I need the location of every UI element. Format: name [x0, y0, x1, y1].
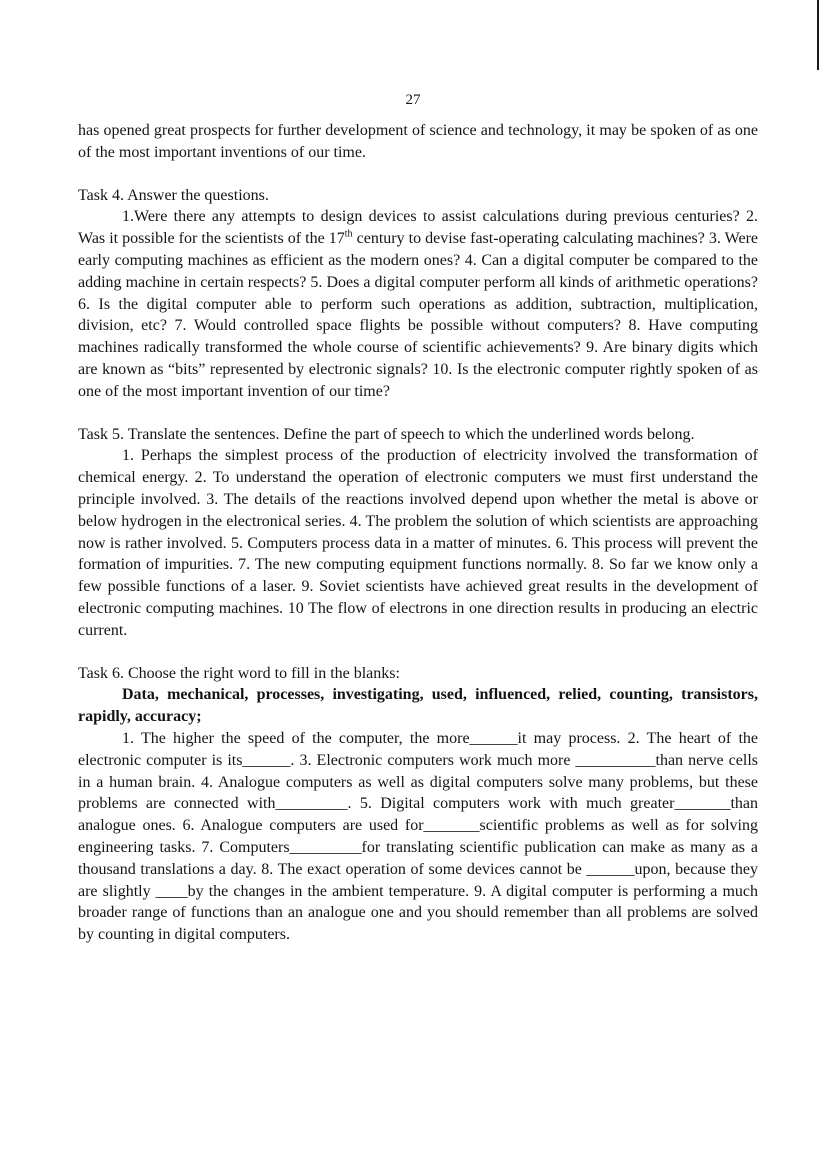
task4-questions-part2: century to devise fast-operating calculating machines? 3. Were early computing machines as efficient as the modern ones? 4. Can a digital computer be compared to the adding machine in certain respects? 5. Does a digital computer perform all kinds of arithmetic operations? 6. Is the digital computer able to perform such operations as addition, subtraction, multiplication, division, etc? 7. Would controlled space flights be possible without computers? 8. Have computing machines radically transformed the whole course of scientific achievements? 9. Are binary digits which are known as “bits” represented by electronic signals? 10. Is the electronic computer rightly spoken of as one of the most important invention of our time? [78, 230, 758, 400]
task4-questions [78, 206, 758, 402]
task4-superscript: th [344, 228, 353, 240]
page-number: 27 [405, 92, 421, 108]
task5-title: Task 5. Translate the sentences. Define the part of speech to which the underlined words belong. [78, 425, 695, 443]
task6-word-list: Data, mechanical, processes, investigating, used, influenced, relied, counting, transistors, rapidly, accuracy; [78, 686, 758, 726]
task5-sentences: 1. Perhaps the simplest process of the production of electricity involved the transformation of chemical energy. 2. To understand the operation of electronic computers we must first understand the principle involved. 3. The details of the reactions involved depend upon whether the metal is above or below hydrogen in the electronical series. 4. The problem the solution of which scientists are approaching now is rather involved. 5. Computers process data in a matter of minutes. 6. This process will prevent the formation of impurities. 7. The new computing equipment functions normally. 8. So far we know only a few possible functions of a laser. 9. Soviet scientists have achieved great results in the development of electronic computing machines. 10 The flow of electrons in one direction results in producing an electric current. [78, 447, 758, 639]
intro-paragraph: has opened great prospects for further development of science and technology, it may be spoken of as one of the most important inventions of our time. [78, 122, 758, 161]
task6-title: Task 6. Choose the right word to fill in the blanks: [78, 664, 400, 682]
task4-questions-part1: 1.Were there any attempts to design devices to assist calculations during previous centuries? 2. Was it possible for the scientists of the 17 [78, 208, 758, 248]
page-body [78, 120, 758, 946]
task6-exercise: 1. The higher the speed of the computer, the more______it may process. 2. The heart of the electronic computer is its______. 3. Electronic computers work much more __________than nerve cells in a human brain. 4. Analogue computers as well as digital computers solve many problems, but these problems are connected with_________. 5. Digital computers work with much greater_______than analogue ones. 6. Analogue computers are used for_______scientific problems as well as for solving engineering tasks. 7. Computers_________for translating scientific publication can make as many as a thousand translations a day. 8. The exact operation of some devices cannot be ______upon, because they are slightly ____by the changes in the ambient temperature. 9. A digital computer is performing a much broader range of functions than an analogue one and you should remember than all problems are solved by counting in digital computers. [78, 729, 758, 944]
scan-edge-rule [817, 0, 819, 70]
task4-title: Task 4. Answer the questions. [78, 186, 269, 204]
